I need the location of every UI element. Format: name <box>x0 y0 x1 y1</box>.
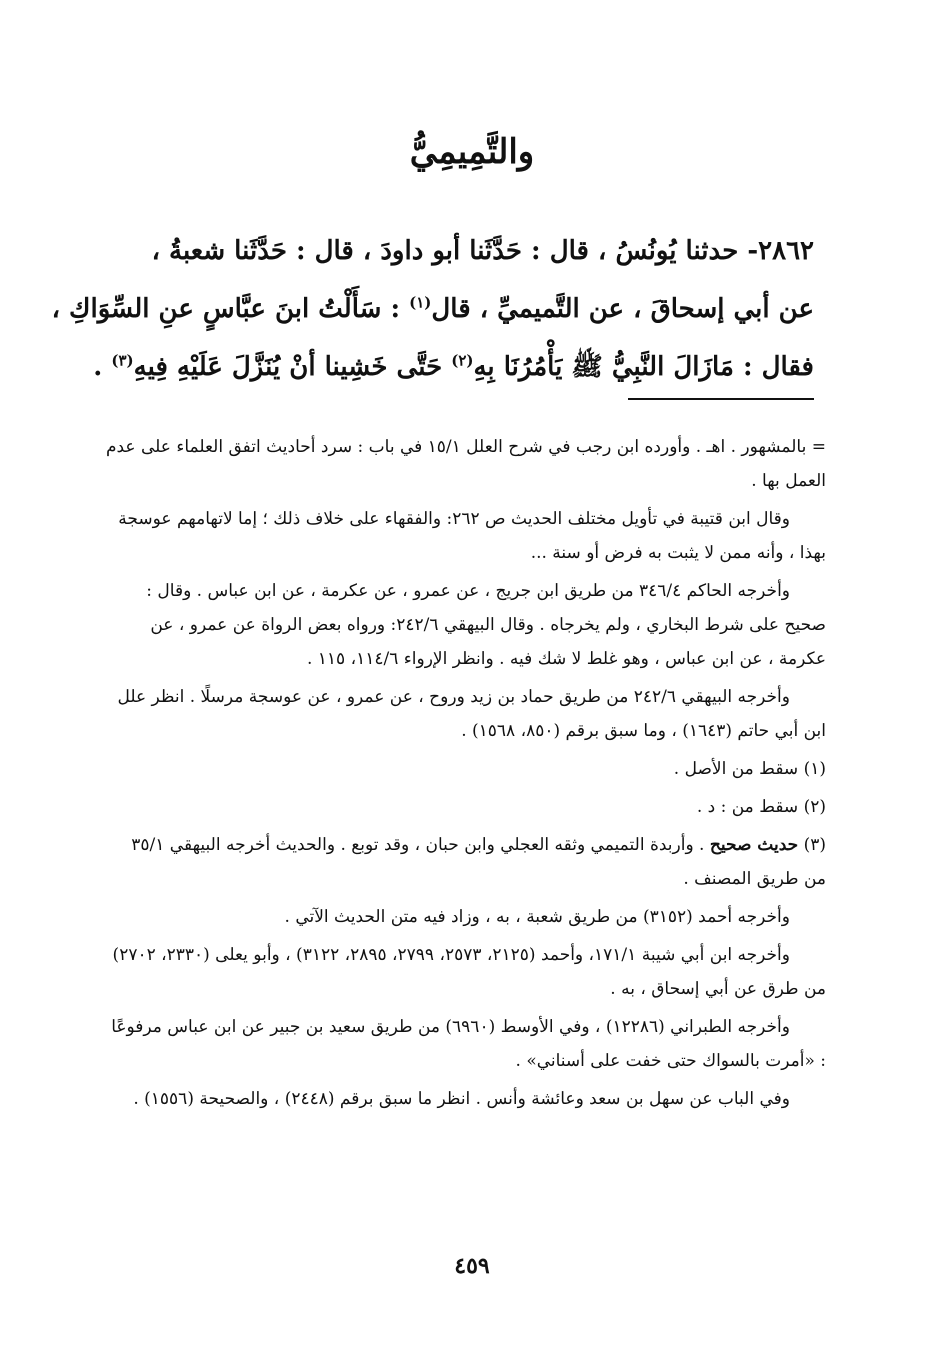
note-paragraph: وفي الباب عن سهل بن سعد وعائشة وأنس . انظر ما سبق برقم (٢٤٤٨) ، والصحيحة (١٥٥٦) . <box>133 1089 790 1109</box>
hadith-line-1-text: حدثنا يُونُسُ ، قال : حَدَّثَنا أبو داودَ ، قال : حَدَّثَنا شعبةُ ، <box>151 236 739 266</box>
footnote-3-number: (٣) <box>798 835 826 855</box>
footnote-3-grade: حديث صحيح <box>709 835 799 855</box>
note-paragraph: وأخرجه البيهقي ٢٤٢/٦ من طريق حماد بن زيد وروح ، عن عمرو ، عن عوسجة مرسلًا . انظر علل ابن أبي حاتم (١٦٤٣) ، وما سبق برقم (٨٥٠، ١٥٦٨) . <box>117 687 826 741</box>
hadith-line-3 <box>93 338 814 396</box>
footnote-3-text: . وأربدة التميمي وثقه العجلي وابن حبان ، وقد توبع . والحديث أخرجه البيهقي ٣٥/١ من طريق المصنف . <box>131 835 826 889</box>
hadith-line-2a: عن أبي إسحاقَ ، عن التَّميميِّ ، قال <box>431 294 814 324</box>
hadith-line-3c: . <box>93 352 112 382</box>
hadith-text <box>51 222 814 396</box>
footnote-ref-1: (١) <box>409 293 432 312</box>
hadith-line-2 <box>51 280 814 338</box>
footnote-ref-3: (٣) <box>111 351 134 370</box>
note-paragraph: وأخرجه أحمد (٣١٥٢) من طريق شعبة ، به ، وزاد فيه متن الحديث الآتي . <box>284 907 790 927</box>
footnote-2: (٢) سقط من : د . <box>696 797 826 817</box>
footnote-1: (١) سقط من الأصل . <box>673 759 826 779</box>
hadith-number: ٢٨٦٢- <box>747 236 814 266</box>
note-paragraph: وأخرجه الطبراني (١٢٢٨٦) ، وفي الأوسط (٦٩٦٠) من طريق سعيد بن جبير عن ابن عباس مرفوعًا : «أمرت بالسواك حتى خفت على أسناني» . <box>111 1017 826 1071</box>
page-header: والتَّمِيمِيُّ <box>409 132 535 172</box>
hadith-line-2b: : سَأَلْتُ ابنَ عبَّاسٍ عنِ السِّوَاكِ ، <box>51 294 410 324</box>
page-number: ٤٥٩ <box>454 1253 490 1279</box>
footnote-separator <box>628 398 814 400</box>
note-paragraph: وأخرجه ابن أبي شيبة ١٧١/١، وأحمد (٢١٢٥، ٢٥٧٣، ٢٧٩٩، ٢٨٩٥، ٣١٢٢) ، وأبو يعلى (٢٣٣٠، ٢٧٠٢) من طرق عن أبي إسحاق ، به . <box>112 945 826 999</box>
note-paragraph: وأخرجه الحاكم ٣٤٦/٤ من طريق ابن جريج ، عن عمرو ، عن عكرمة ، عن ابن عباس . وقال : صحيح على شرط البخاري ، ولم يخرجاه . وقال البيهقي ٢٤٢/٦: ورواه بعض الرواة عن عمرو ، عن عكرمة ، عن ابن عباس ، وهو غلط لا شك فيه . وانظر الإرواء ١١٤/٦، ١١٥ . <box>146 581 826 669</box>
footnote-3 <box>106 828 826 896</box>
footnotes <box>106 430 826 1120</box>
hadith-line-3a: فقال : مَازَالَ النَّبِيُّ ﷺ يَأْمُرُنَا بِهِ <box>473 352 814 382</box>
note-continuation: = بالمشهور . اهـ . وأورده ابن رجب في شرح العلل ١٥/١ في باب : سرد أحاديث اتفق العلماء على عدم العمل بها . <box>105 437 826 491</box>
note-paragraph: وقال ابن قتيبة في تأويل مختلف الحديث ص ٢٦٢: والفقهاء على خلاف ذلك ؛ إما لاتهامهم عوسجة بهذا ، وأنه ممن لا يثبت به فرض أو سنة ... <box>118 509 826 563</box>
hadith-line-3b: حَتَّى خَشِينا أنْ يُنَزَّلَ عَلَيْهِ فِيهِ <box>133 352 452 382</box>
footnote-ref-2: (٢) <box>451 351 474 370</box>
hadith-line-1 <box>124 222 814 280</box>
